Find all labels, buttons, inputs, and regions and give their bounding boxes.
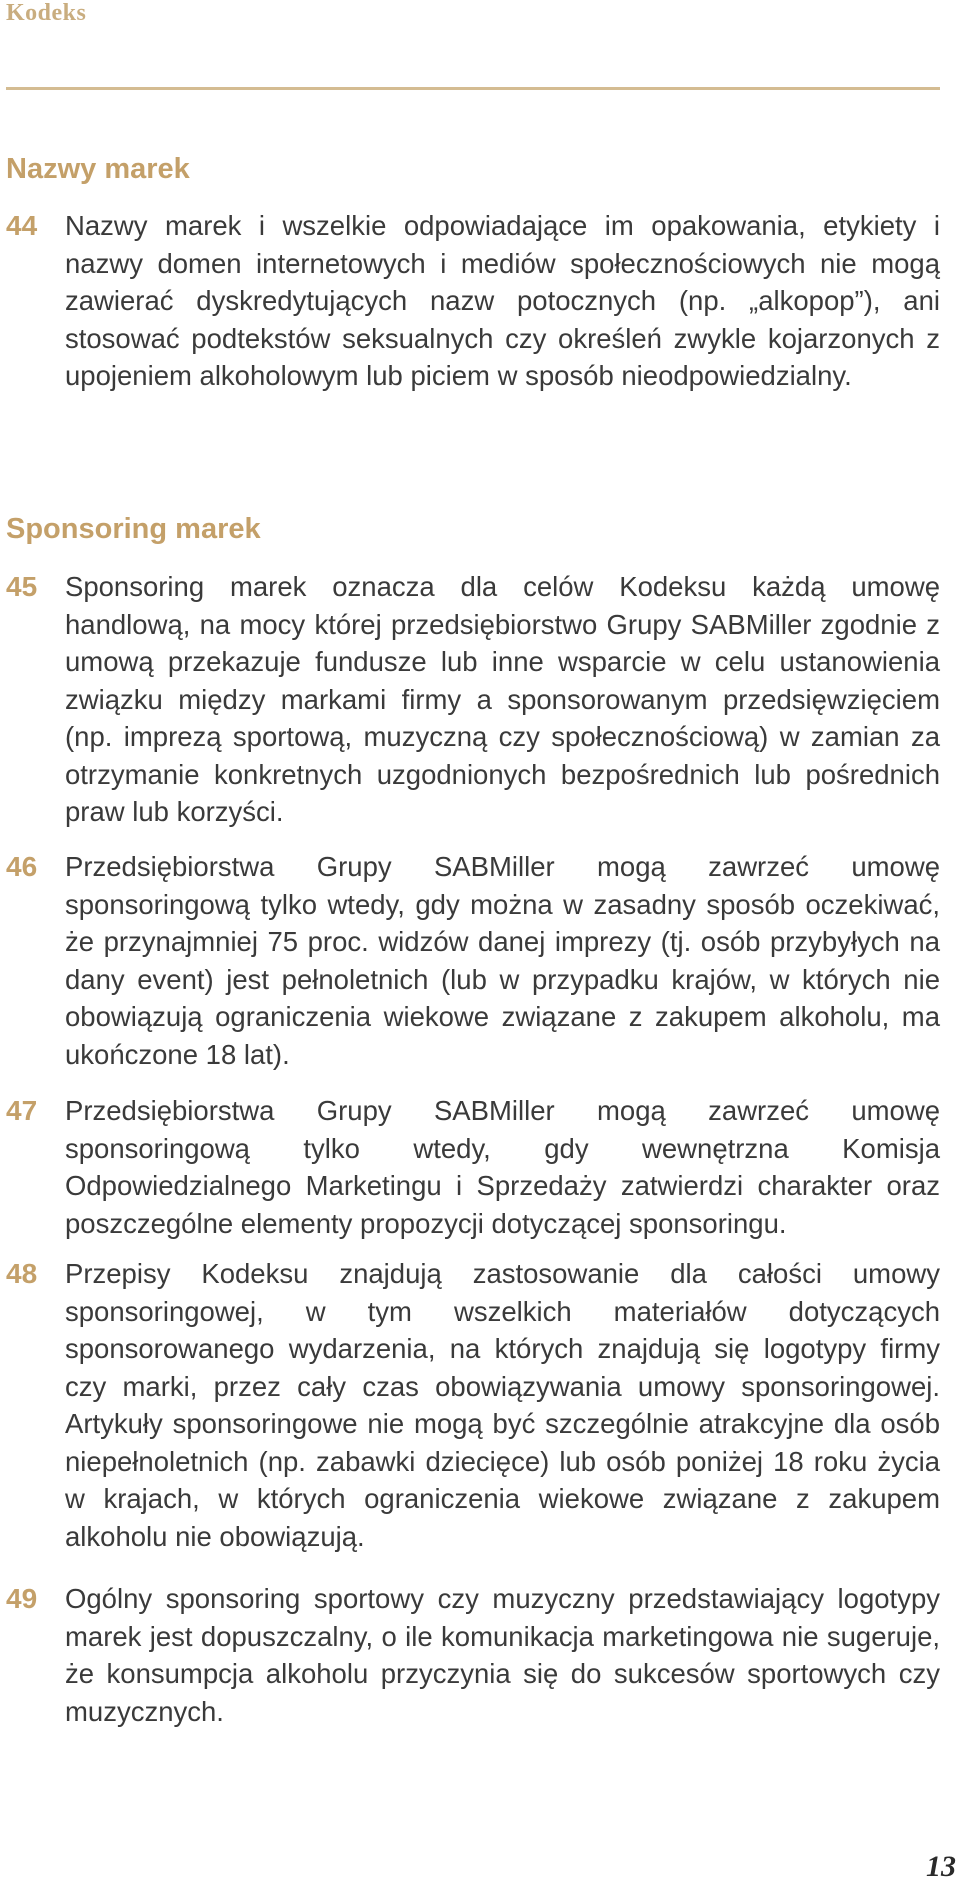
clause-49	[6, 1580, 940, 1730]
clause-number: 47	[6, 1095, 38, 1126]
clause-47	[6, 1092, 940, 1242]
clause-48	[6, 1255, 940, 1555]
clause-46	[6, 848, 940, 1073]
clause-text: Sponsoring marek oznacza dla celów Kodeksu każdą umowę handlową, na mocy której przedsiębiorstwo Grupy SABMiller zgodnie z umową przekazuje fundusze lub inne wsparcie w celu ustanowienia związku między markami firmy a sponsorowanym przedsięwzięciem (np. imprezą sportową, muzyczną czy społecznościową) w zamian za otrzymanie konkretnych uzgodnionych bezpośrednich lub pośrednich praw lub korzyści.	[65, 571, 940, 827]
clause-44	[6, 207, 940, 395]
clause-number: 46	[6, 851, 38, 882]
section-title-brand-names: Nazwy marek	[6, 153, 190, 185]
clause-text: Ogólny sponsoring sportowy czy muzyczny przedstawiający logotypy marek jest dopuszczalny, o ile komunikacja marketingowa nie sugeruje, że konsumpcja alkoholu przyczynia się do sukcesów sportowych czy muzycznych.	[65, 1583, 940, 1727]
header-label: Kodeks	[6, 0, 87, 26]
clause-number: 44	[6, 210, 38, 241]
clause-number: 48	[6, 1258, 38, 1289]
clause-text: Przepisy Kodeksu znajdują zastosowanie dla całości umowy sponsoringowej, w tym wszelkich materiałów dotyczących sponsorowanego wydarzenia, na których znajdują się logotypy firmy czy marki, przez cały czas obowiązywania umowy sponsoringowej. Artykuły sponsoringowe nie mogą być szczególnie atrakcyjne dla osób niepełnoletnich (np. zabawki dziecięce) lub osób poniżej 18 roku życia w krajach, w których ograniczenia wiekowe związane z zakupem alkoholu nie obowiązują.	[65, 1258, 940, 1552]
clause-number: 45	[6, 571, 38, 602]
clause-text: Przedsiębiorstwa Grupy SABMiller mogą zawrzeć umowę sponsoringową tylko wtedy, gdy można w zasadny sposób oczekiwać, że przynajmniej 75 proc. widzów danej imprezy (tj. osób przybyłych na dany event) jest pełnoletnich (lub w przypadku krajów, w których nie obowiązują ograniczenia wiekowe związane z zakupem alkoholu, ma ukończone 18 lat).	[65, 851, 940, 1070]
clause-text: Przedsiębiorstwa Grupy SABMiller mogą zawrzeć umowę sponsoringową tylko wtedy, gdy wewnętrzna Komisja Odpowiedzialnego Marketingu i Sprzedaży zatwierdzi charakter oraz poszczególne elementy propozycji dotyczącej sponsoringu.	[65, 1095, 940, 1239]
header-rule	[6, 87, 940, 90]
clause-text: Nazwy marek i wszelkie odpowiadające im opakowania, etykiety i nazwy domen internetowych i mediów społecznościowych nie mogą zawierać dyskredytujących nazw potocznych (np. „alkopop”), ani stosować podtekstów seksualnych czy określeń zwykle kojarzonych z upojeniem alkoholowym lub piciem w sposób nieodpowiedzialny.	[65, 210, 940, 391]
clause-number: 49	[6, 1583, 38, 1614]
page-number: 13	[926, 1850, 956, 1883]
clause-45	[6, 568, 940, 831]
section-title-brand-sponsorship: Sponsoring marek	[6, 513, 261, 545]
